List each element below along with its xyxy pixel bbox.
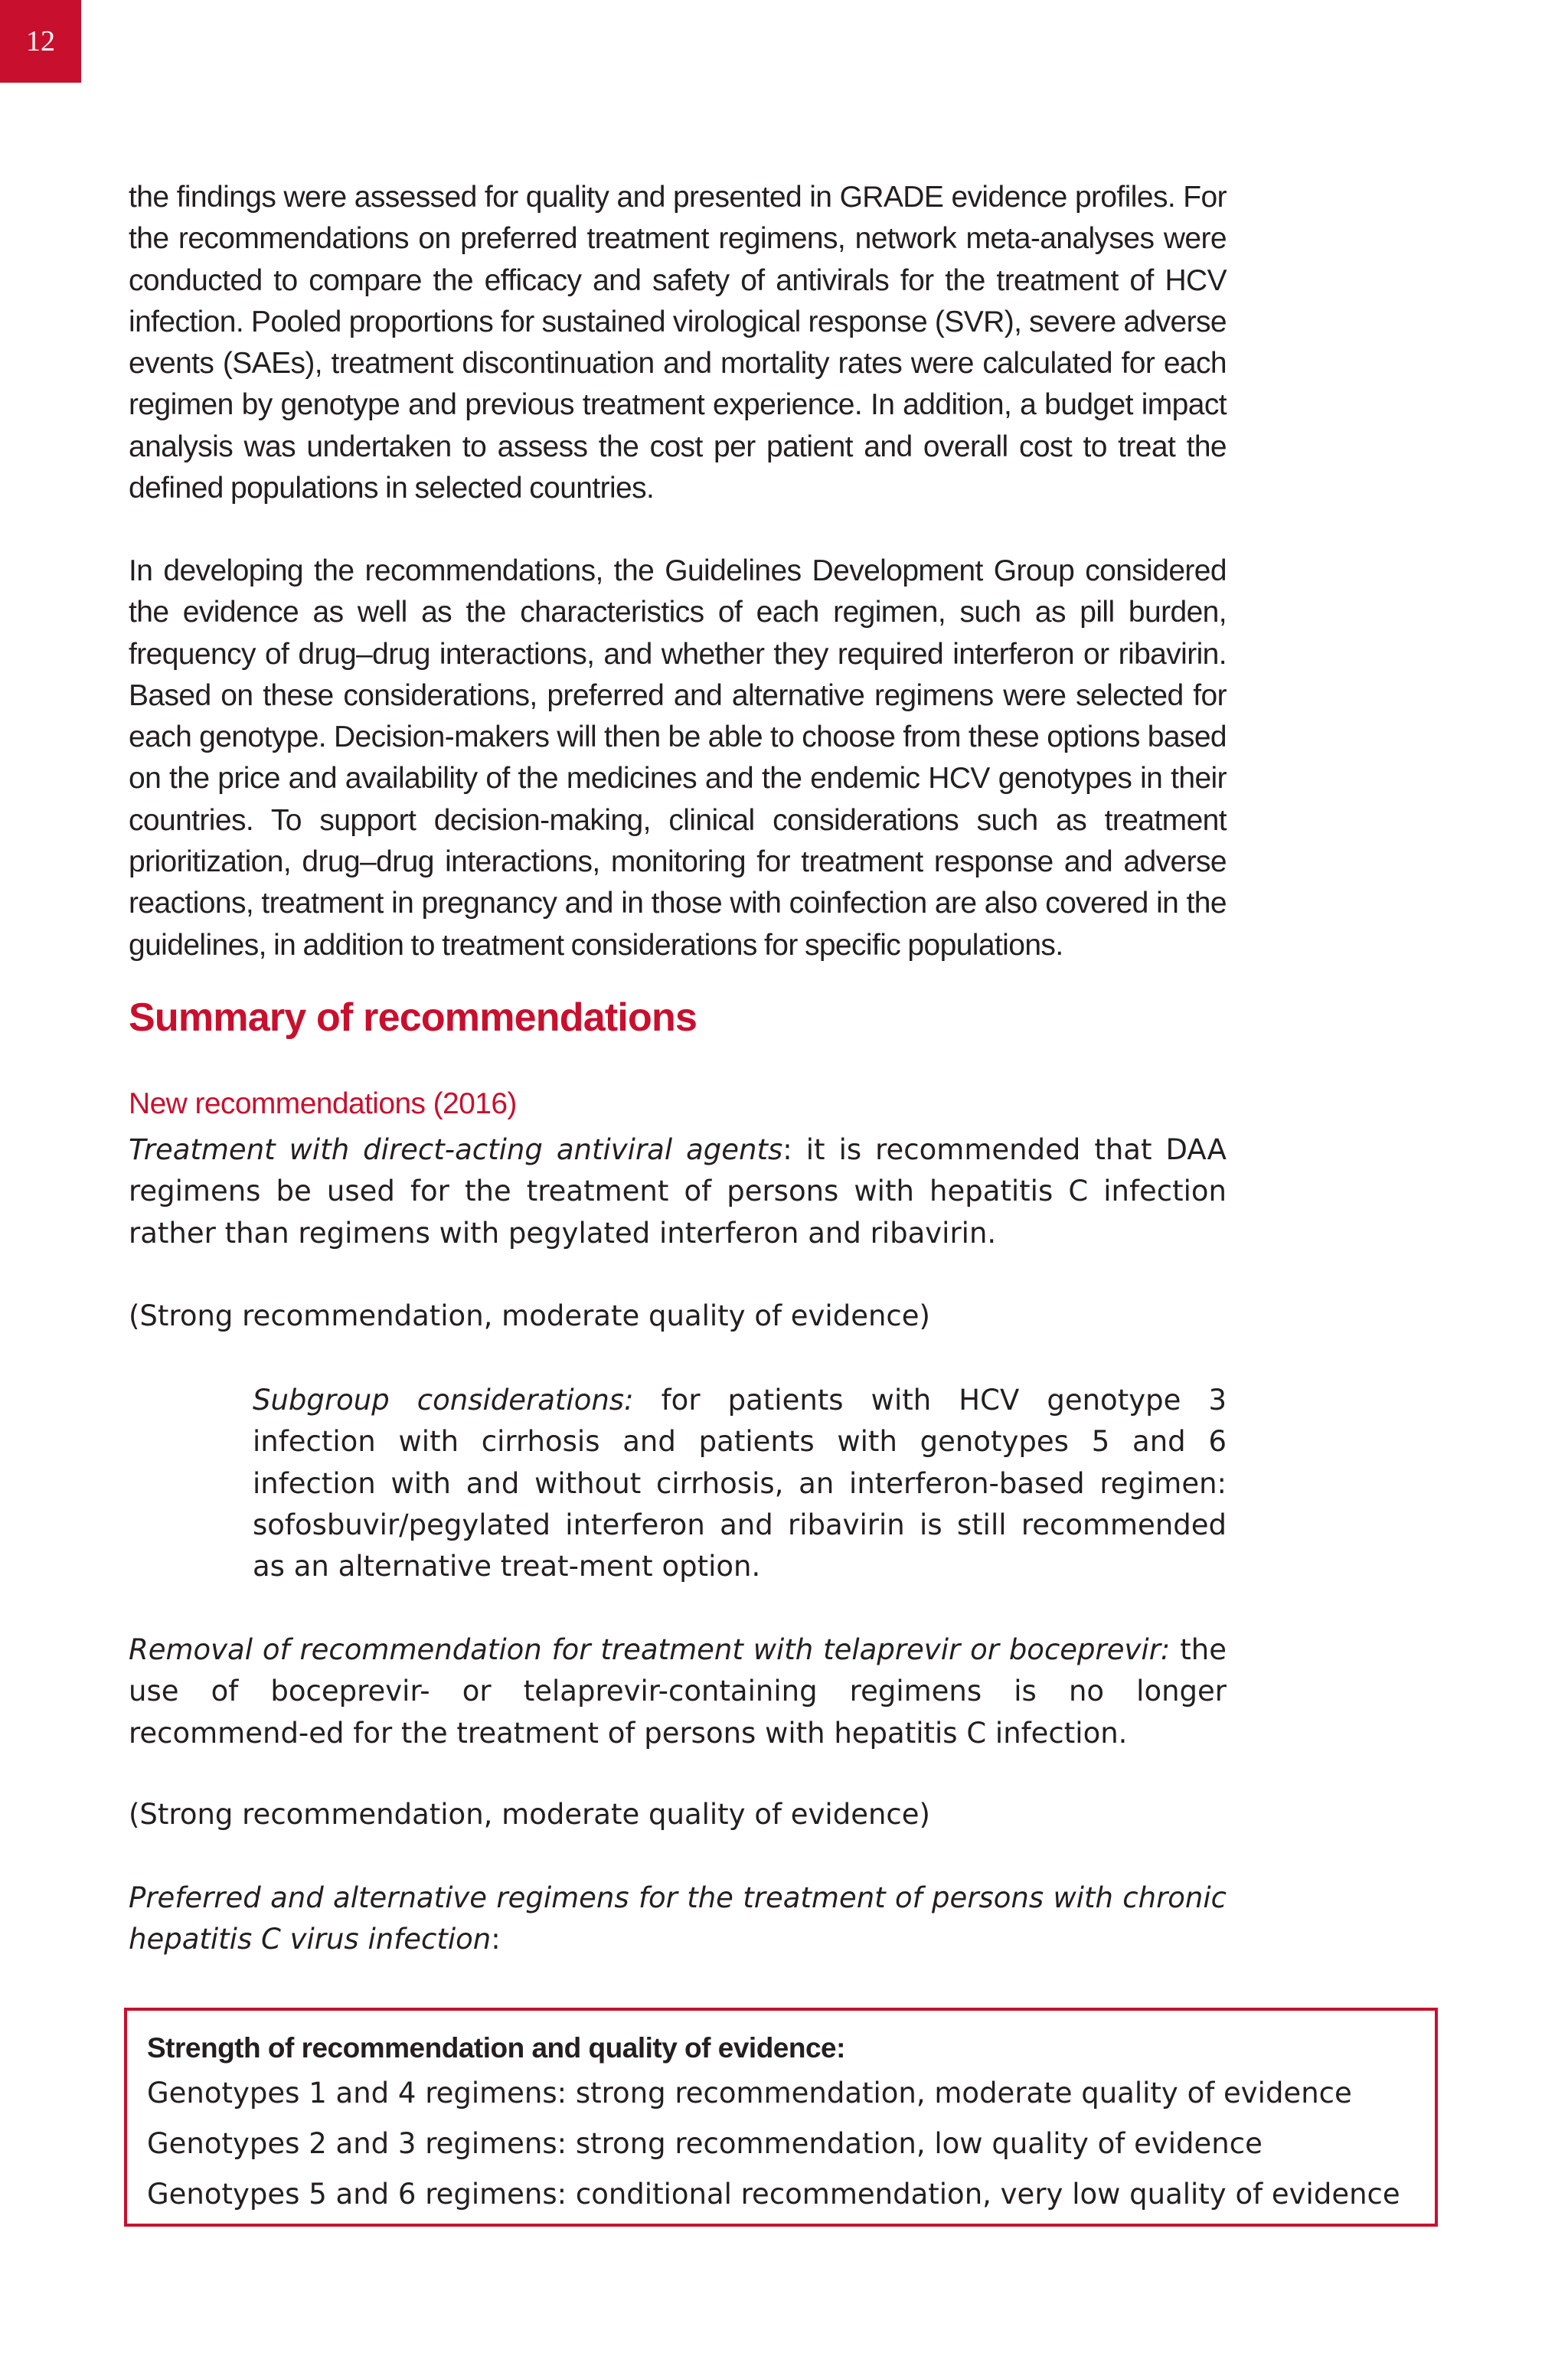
strength-line: Genotypes 5 and 6 regimens: conditional recommendation, very low quality of evidence bbox=[147, 2178, 1400, 2211]
section-heading: Summary of recommendations bbox=[129, 995, 697, 1040]
recommendation-title: Treatment with direct-acting antiviral agents bbox=[129, 1133, 783, 1166]
recommendation-regimens bbox=[129, 1877, 1227, 1961]
page-number-tab bbox=[0, 0, 81, 83]
strength-box-title: Strength of recommendation and quality of evidence: bbox=[147, 2032, 845, 2064]
subgroup-considerations bbox=[253, 1380, 1227, 1587]
evidence-quality-note: (Strong recommendation, moderate quality of evidence) bbox=[129, 1299, 930, 1332]
recommendation-text: : bbox=[491, 1923, 501, 1956]
recommendation-title: Preferred and alternative regimens for the treatment of persons with chronic hepatitis C virus infection bbox=[129, 1881, 1227, 1956]
evidence-quality-note: (Strong recommendation, moderate quality of evidence) bbox=[129, 1798, 930, 1831]
recommendation-removal bbox=[129, 1629, 1227, 1754]
strength-line: Genotypes 1 and 4 regimens: strong recommendation, moderate quality of evidence bbox=[147, 2077, 1352, 2110]
subgroup-title: Subgroup considerations: bbox=[253, 1384, 634, 1417]
recommendation-text: : it is recommended that DAA regimens be used for the treatment of persons with hepatitis C infection rather than regimens with pegylated interferon and ribavirin. bbox=[129, 1133, 1227, 1250]
new-recommendations-label: New recommendations (2016) bbox=[129, 1087, 517, 1120]
recommendation-title: Removal of recommendation for treatment with telaprevir or boceprevir: bbox=[129, 1633, 1171, 1666]
strength-line: Genotypes 2 and 3 regimens: strong recommendation, low quality of evidence bbox=[147, 2127, 1263, 2160]
subgroup-text: for patients with HCV genotype 3 infection with cirrhosis and patients with genotypes 5 and 6 infection with and without cirrhosis, an interferon-based regimen: sofosbuvir/pegylated interferon and ribavirin is still recommended as an alternative treat-ment option. bbox=[253, 1384, 1227, 1583]
recommendation-text: the use of boceprevir- or telaprevir-containing regimens is no longer recommend-ed for the treatment of persons with hepatitis C infection. bbox=[129, 1633, 1227, 1750]
recommendation-daa bbox=[129, 1129, 1227, 1254]
page-number: 12 bbox=[26, 25, 55, 57]
body-paragraph: the findings were assessed for quality and presented in GRADE evidence profiles. For the recommendations on preferred treatment regimens, network meta-analyses were conducted to compare the efficacy and safety of antivirals for the treatment of HCV infection. Pooled proportions for sustained virological response (SVR), severe adverse events (SAEs), treatment discontinuation and mortality rates were calculated for each regimen by genotype and previous treatment experience. In addition, a budget impact analysis was undertaken to assess the cost per patient and overall cost to treat the defined populations in selected countries. bbox=[129, 181, 1227, 505]
strength-of-recommendation-box bbox=[124, 2008, 1438, 2227]
body-paragraph: In developing the recommendations, the Guidelines Development Group considered the evidence as well as the characteristics of each regimen, such as pill burden, frequency of drug–drug interactions, and whether they required interferon or ribavirin. Based on these considerations, preferred and alternative regimens were selected for each genotype. Decision-makers will then be able to choose from these options based on the price and availability of the medicines and the endemic HCV genotypes in their countries. To support decision-making, clinical considerations such as treatment prioritization, drug–drug interactions, monitoring for treatment response and adverse reactions, treatment in pregnancy and in those with coinfection are also covered in the guidelines, in addition to treatment considerations for specific populations. bbox=[129, 554, 1227, 962]
